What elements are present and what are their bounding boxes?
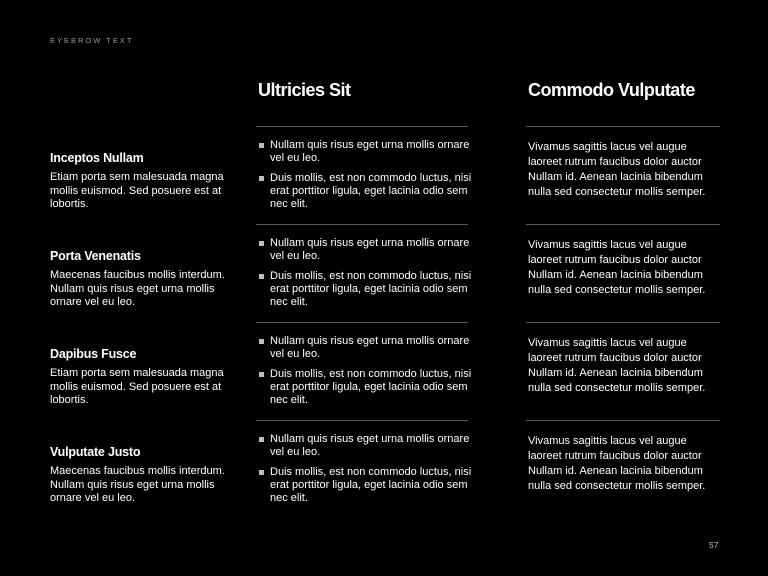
column-header-2: Commodo Vulputate	[528, 80, 695, 100]
bullet-icon	[259, 274, 264, 279]
column-header-1: Ultricies Sit	[258, 80, 351, 100]
bullet-text: Nullam quis risus eget urna mollis ornare vel eu leo.	[270, 335, 470, 360]
row-description: Maecenas faucibus mollis interdum. Nullam quis risus eget urna mollis ornare vel eu leo.	[50, 269, 225, 308]
row-title: Dapibus Fusce	[50, 347, 137, 361]
list-item	[258, 335, 473, 361]
table-row	[0, 420, 768, 518]
bullet-icon	[259, 241, 264, 246]
table-row	[0, 224, 768, 322]
list-item	[258, 466, 473, 505]
list-item	[258, 433, 473, 459]
table-row	[0, 322, 768, 420]
row-title: Porta Venenatis	[50, 249, 141, 263]
row-divider	[256, 126, 468, 127]
bullet-text: Nullam quis risus eget urna mollis ornare vel eu leo.	[270, 237, 470, 262]
cell-text: Vivamus sagittis lacus vel augue laoreet rutrum faucibus dolor auctor Nullam id. Aenean lacinia bibendum nulla sed consectetur mollis semper.	[528, 239, 706, 296]
eyebrow-text: EYEBROW TEXT	[50, 36, 134, 45]
bullet-text: Nullam quis risus eget urna mollis ornare vel eu leo.	[270, 139, 470, 164]
cell-text: Vivamus sagittis lacus vel augue laoreet rutrum faucibus dolor auctor Nullam id. Aenean lacinia bibendum nulla sed consectetur mollis semper.	[528, 141, 706, 198]
bullet-icon	[259, 143, 264, 148]
list-item	[258, 270, 473, 309]
list-item	[258, 172, 473, 211]
table-row	[0, 126, 768, 224]
bullet-text: Duis mollis, est non commodo luctus, nisi erat porttitor ligula, eget lacinia odio sem nec elit.	[270, 172, 472, 210]
bullet-icon	[259, 437, 264, 442]
bullet-text: Duis mollis, est non commodo luctus, nisi erat porttitor ligula, eget lacinia odio sem nec elit.	[270, 368, 472, 406]
bullet-list	[258, 139, 473, 218]
row-divider	[256, 420, 468, 421]
bullet-list	[258, 335, 473, 414]
list-item	[258, 237, 473, 263]
row-divider	[526, 224, 720, 225]
row-divider	[526, 420, 720, 421]
bullet-list	[258, 433, 473, 512]
bullet-text: Duis mollis, est non commodo luctus, nisi erat porttitor ligula, eget lacinia odio sem nec elit.	[270, 466, 472, 504]
row-title: Inceptos Nullam	[50, 151, 144, 165]
bullet-text: Duis mollis, est non commodo luctus, nisi erat porttitor ligula, eget lacinia odio sem nec elit.	[270, 270, 472, 308]
bullet-text: Nullam quis risus eget urna mollis ornare vel eu leo.	[270, 433, 470, 458]
bullet-icon	[259, 339, 264, 344]
row-description: Etiam porta sem malesuada magna mollis euismod. Sed posuere est at lobortis.	[50, 171, 224, 210]
row-title: Vulputate Justo	[50, 445, 141, 459]
row-description: Etiam porta sem malesuada magna mollis euismod. Sed posuere est at lobortis.	[50, 367, 224, 406]
row-divider	[526, 322, 720, 323]
cell-text: Vivamus sagittis lacus vel augue laoreet rutrum faucibus dolor auctor Nullam id. Aenean lacinia bibendum nulla sed consectetur mollis semper.	[528, 435, 706, 492]
bullet-list	[258, 237, 473, 316]
row-divider	[256, 322, 468, 323]
list-item	[258, 139, 473, 165]
cell-text: Vivamus sagittis lacus vel augue laoreet rutrum faucibus dolor auctor Nullam id. Aenean lacinia bibendum nulla sed consectetur mollis semper.	[528, 337, 706, 394]
row-divider	[256, 224, 468, 225]
row-divider	[526, 126, 720, 127]
page-number: 57	[709, 540, 719, 550]
bullet-icon	[259, 176, 264, 181]
row-description: Maecenas faucibus mollis interdum. Nullam quis risus eget urna mollis ornare vel eu leo.	[50, 465, 225, 504]
bullet-icon	[259, 372, 264, 377]
list-item	[258, 368, 473, 407]
bullet-icon	[259, 470, 264, 475]
